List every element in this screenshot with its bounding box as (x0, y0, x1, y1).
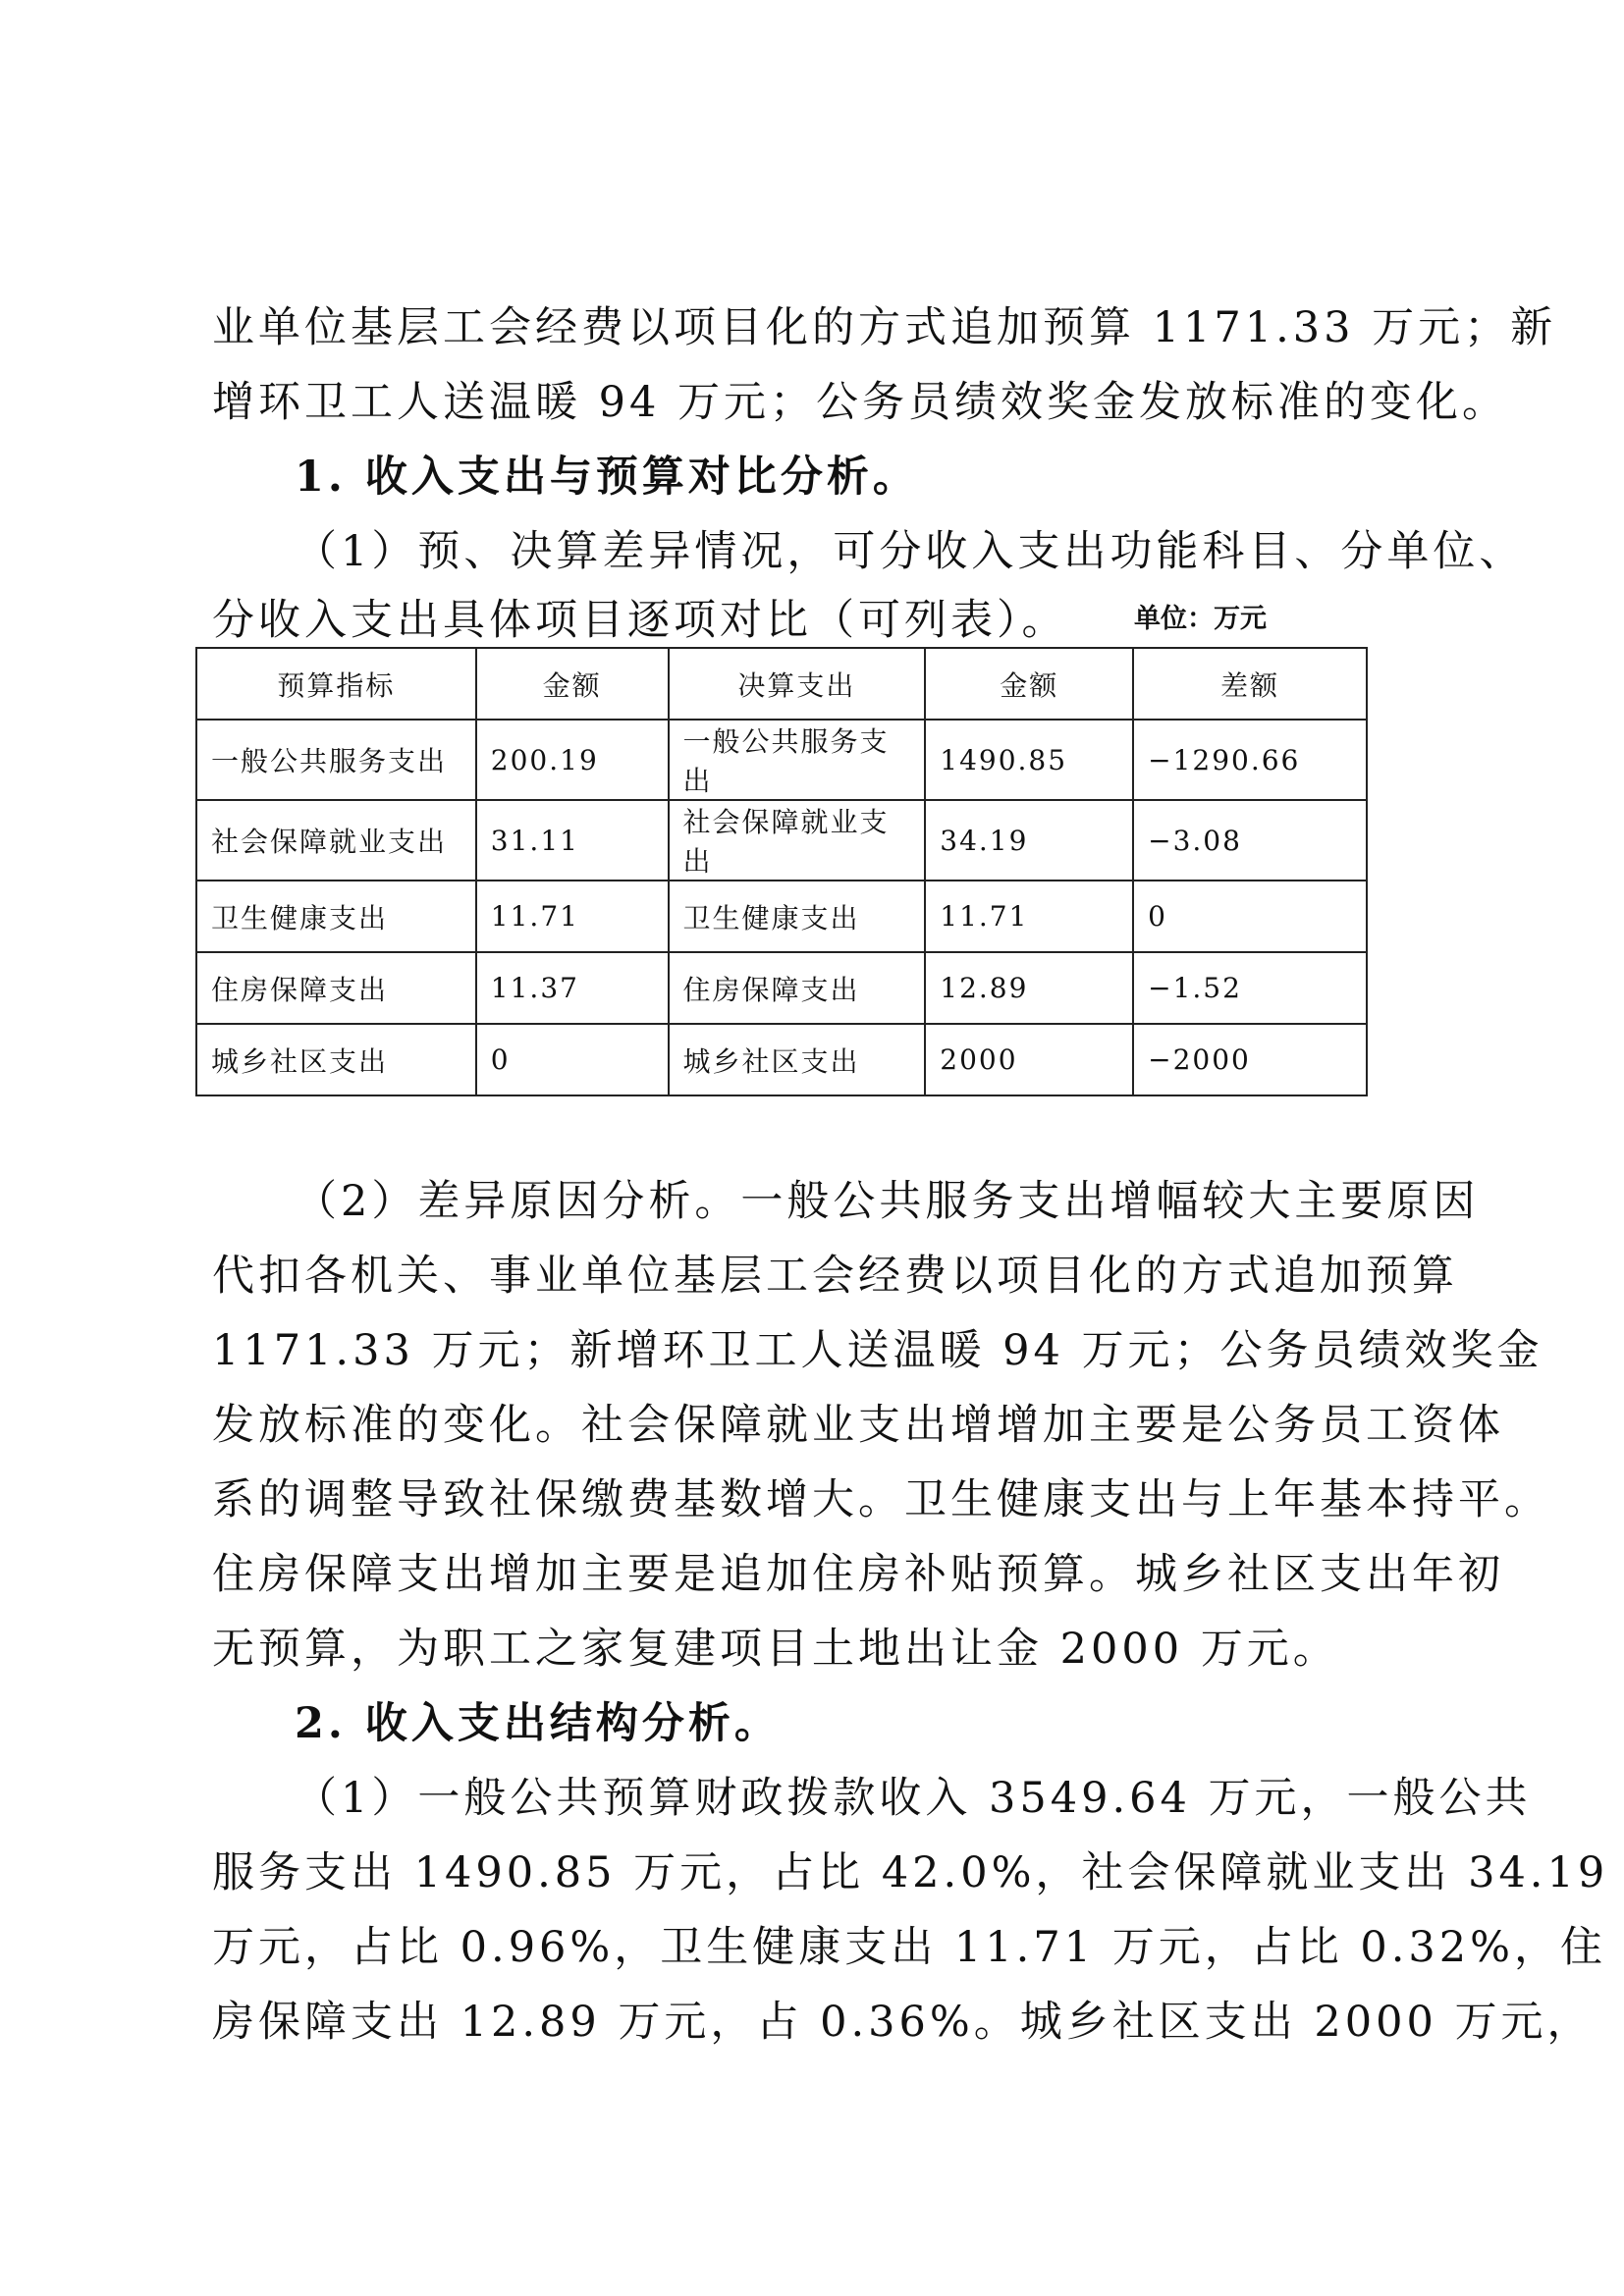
table-cell: 住房保障支出 (196, 952, 476, 1024)
table-cell: 卫生健康支出 (669, 881, 926, 952)
table-cell: −3.08 (1133, 800, 1367, 881)
table-cell: −1290.66 (1133, 720, 1367, 800)
table-cell: −2000 (1133, 1024, 1367, 1095)
paragraph-line: （2）差异原因分析。一般公共服务支出增幅较大主要原因 (295, 1177, 1480, 1226)
paragraph-line: （1）一般公共预算财政拨款收入 3549.64 万元，一般公共 (295, 1774, 1532, 1823)
table-cell: 34.19 (925, 800, 1133, 881)
table-header-cell: 金额 (476, 648, 669, 720)
paragraph-line: 无预算，为职工之家复建项目土地出让金 2000 万元。 (212, 1625, 1339, 1674)
table-row (196, 800, 1367, 881)
paragraph-line: 系的调整导致社保缴费基数增大。卫生健康支出与上年基本持平。 (212, 1475, 1550, 1524)
table-header-cell: 预算指标 (196, 648, 476, 720)
table-header-cell: 决算支出 (669, 648, 926, 720)
table-cell: 200.19 (476, 720, 669, 800)
table-cell: 31.11 (476, 800, 669, 881)
table-cell: 11.71 (476, 881, 669, 952)
paragraph-line: 分收入支出具体项目逐项对比（可列表）。 (212, 596, 1068, 645)
paragraph-line: 1171.33 万元；新增环卫工人送温暖 94 万元；公务员绩效奖金 (212, 1326, 1543, 1375)
table-cell: 住房保障支出 (669, 952, 926, 1024)
paragraph-line: 万元，占比 0.96%，卫生健康支出 11.71 万元，占比 0.32%，住 (212, 1923, 1606, 1972)
table-cell: 社会保障就业支出 (669, 800, 926, 881)
table-header-cell: 差额 (1133, 648, 1367, 720)
table-cell: 城乡社区支出 (196, 1024, 476, 1095)
table-row (196, 720, 1367, 800)
table-cell: 城乡社区支出 (669, 1024, 926, 1095)
table-cell: 0 (476, 1024, 669, 1095)
table-row (196, 1024, 1367, 1095)
table-cell: 11.37 (476, 952, 669, 1024)
table-cell: 社会保障就业支出 (196, 800, 476, 881)
table-cell: −1.52 (1133, 952, 1367, 1024)
table-header-row (196, 648, 1367, 720)
section-heading-2: 2. 收入支出结构分析。 (295, 1699, 781, 1748)
table-cell: 一般公共服务支出 (196, 720, 476, 800)
table-cell: 11.71 (925, 881, 1133, 952)
unit-label: 单位：万元 (1134, 604, 1267, 634)
table-row (196, 881, 1367, 952)
table-header-cell: 金额 (925, 648, 1133, 720)
table-cell: 卫生健康支出 (196, 881, 476, 952)
paragraph-line: 业单位基层工会经费以项目化的方式追加预算 1171.33 万元；新 (212, 303, 1557, 352)
table-cell: 0 (1133, 881, 1367, 952)
paragraph-line: 发放标准的变化。社会保障就业支出增增加主要是公务员工资体 (212, 1401, 1504, 1450)
paragraph-line: 房保障支出 12.89 万元，占 0.36%。城乡社区支出 2000 万元， (212, 1998, 1594, 2047)
table-cell: 一般公共服务支出 (669, 720, 926, 800)
section-heading-1: 1. 收入支出与预算对比分析。 (295, 453, 919, 502)
table-cell: 1490.85 (925, 720, 1133, 800)
budget-comparison-table (195, 647, 1368, 1096)
table-cell: 2000 (925, 1024, 1133, 1095)
table-cell: 12.89 (925, 952, 1133, 1024)
paragraph-line: 服务支出 1490.85 万元，占比 42.0%，社会保障就业支出 34.19 (212, 1848, 1609, 1897)
paragraph-line: 代扣各机关、事业单位基层工会经费以项目化的方式追加预算 (212, 1252, 1458, 1301)
table-row (196, 952, 1367, 1024)
paragraph-line: 住房保障支出增加主要是追加住房补贴预算。城乡社区支出年初 (212, 1550, 1504, 1599)
paragraph-line: 增环卫工人送温暖 94 万元；公务员绩效奖金发放标准的变化。 (212, 378, 1509, 427)
paragraph-line: （1）预、决算差异情况，可分收入支出功能科目、分单位、 (295, 527, 1526, 576)
